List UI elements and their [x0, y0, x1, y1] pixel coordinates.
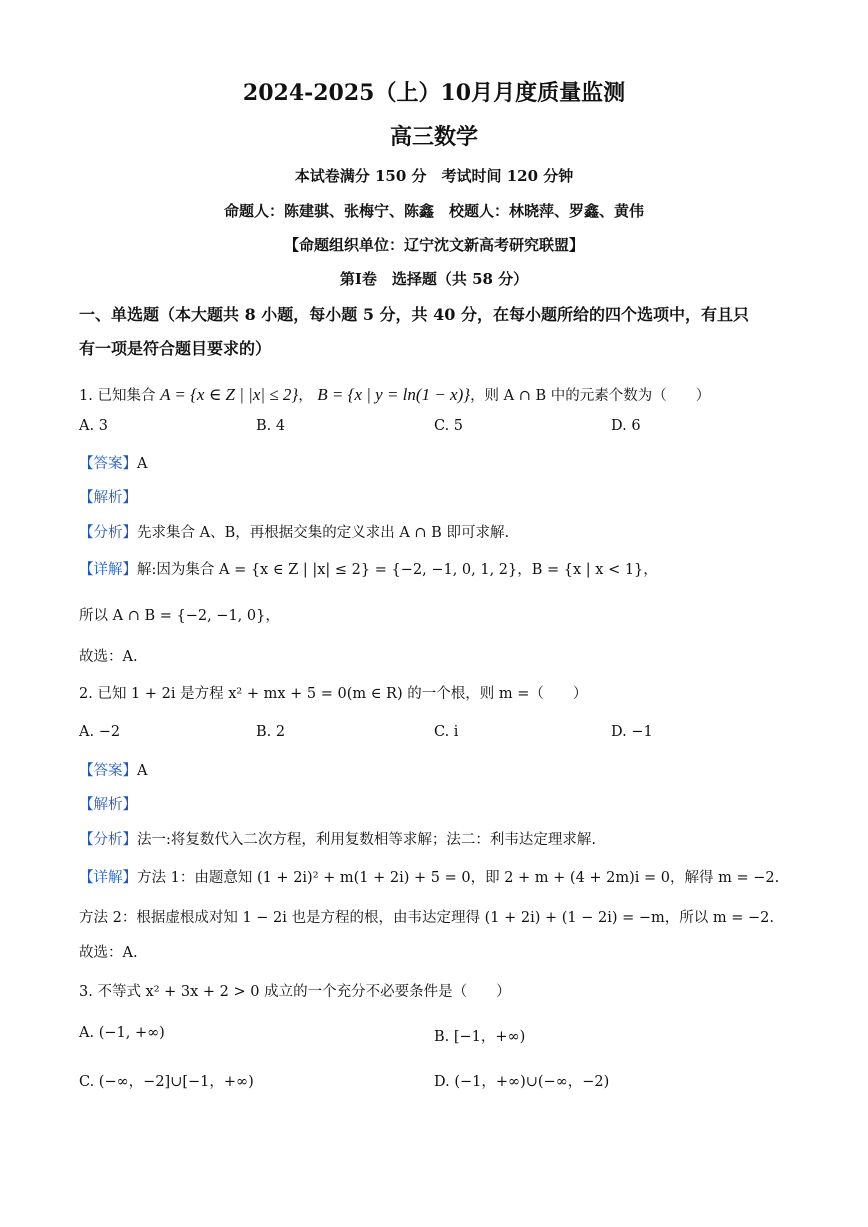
q1-so: 所以 A ∩ B = {−2, −1, 0}，: [79, 608, 280, 624]
q1-option-b: B. 4: [256, 418, 286, 434]
q1-option-c: C. 5: [434, 418, 464, 434]
q1-choose: 故选：A.: [79, 649, 138, 665]
q2-option-a: A. −2: [79, 724, 121, 740]
q1-separator: ，: [298, 388, 313, 404]
q3-option-a: A. (−1, +∞): [79, 1025, 165, 1041]
fenxi-tag: 【分析】: [79, 525, 137, 541]
fenxi-text: 先求集合 A、B，再根据交集的定义求出 A ∩ B 即可求解.: [137, 525, 510, 541]
q1-set-b: B = {x | y = ln(1 − x)}: [317, 385, 471, 404]
question-2-stem: 2. 已知 1 + 2i 是方程 x² + mx + 5 = 0(m ∈ R) 的一个根，则 m =（ ）: [79, 686, 588, 702]
answer-tag: 【答案】: [79, 456, 137, 472]
q3-option-c: C. (−∞，−2]∪[−1，+∞): [79, 1074, 254, 1090]
section-heading-line2: 有一项是符合题目要求的）: [79, 339, 272, 358]
q2-detail: [79, 866, 779, 887]
q2-method2: 方法 2：根据虚根成对知 1 − 2i 也是方程的根，由韦达定理得 (1 + 2i) + (1 − 2i) = −m，所以 m = −2.: [79, 910, 774, 926]
detail-text: 解:因为集合 A = {x ∈ Z | |x| ≤ 2} = {−2, −1, 0, 1, 2}，B = {x | x < 1}，: [137, 562, 658, 578]
exam-info: 本试卷满分 150 分 考试时间 120 分钟: [294, 167, 574, 185]
answer-tag: 【答案】: [79, 763, 137, 779]
q3-option-d: D. (−1，+∞)∪(−∞，−2): [434, 1074, 610, 1090]
q2-fenxi: [79, 828, 596, 849]
question-1-stem: [79, 384, 710, 405]
q2-answer: [79, 759, 147, 780]
q2-option-b: B. 2: [256, 724, 286, 740]
section-heading-line1: 一、单选题（本大题共 8 小题，每小题 5 分，共 40 分，在每小题所给的四个选项中，有且只: [79, 305, 749, 324]
subject-title: 高三数学: [389, 124, 478, 150]
q1-detail: [79, 558, 658, 579]
q3-option-b: B. [−1，+∞): [434, 1029, 526, 1045]
q1-intro: 1. 已知集合: [79, 388, 156, 404]
q2-analysis-tag: 【解析】: [79, 797, 137, 813]
answer-value: A: [137, 456, 148, 472]
detail-tag: 【详解】: [79, 562, 137, 578]
q1-option-d: D. 6: [611, 418, 641, 434]
q1-analysis-tag: 【解析】: [79, 490, 137, 506]
fenxi-text: 法一:将复数代入二次方程，利用复数相等求解；法二：利韦达定理求解.: [137, 832, 596, 848]
q2-option-c: C. i: [434, 724, 459, 740]
q1-tail: ，则 A ∩ B 中的元素个数为（ ）: [470, 388, 711, 404]
organizer-line: 【命题组织单位：辽宁沈文新高考研究联盟】: [283, 236, 584, 254]
q1-answer: [79, 452, 147, 473]
question-3-stem: 3. 不等式 x² + 3x + 2 > 0 成立的一个充分不必要条件是（ ）: [79, 984, 511, 1000]
fenxi-tag: 【分析】: [79, 832, 137, 848]
detail-tag: 【详解】: [79, 870, 137, 886]
volume-heading: 第Ⅰ卷 选择题（共 58 分）: [339, 270, 529, 288]
q2-option-d: D. −1: [611, 724, 653, 740]
page-title: 2024-2025（上）10月月度质量监测: [242, 80, 626, 106]
q2-choose: 故选：A.: [79, 945, 138, 961]
q1-set-a: A = {x ∈ Z | |x| ≤ 2}: [160, 385, 299, 404]
q1-fenxi: [79, 521, 509, 542]
detail-text: 方法 1：由题意知 (1 + 2i)² + m(1 + 2i) + 5 = 0，即 2 + m + (4 + 2m)i = 0，解得 m = −2.: [137, 870, 780, 886]
answer-value: A: [137, 763, 148, 779]
authors-line: 命题人：陈建骐、张梅宁、陈鑫 校题人：林晓萍、罗鑫、黄伟: [223, 202, 644, 220]
q1-option-a: A. 3: [79, 418, 108, 434]
